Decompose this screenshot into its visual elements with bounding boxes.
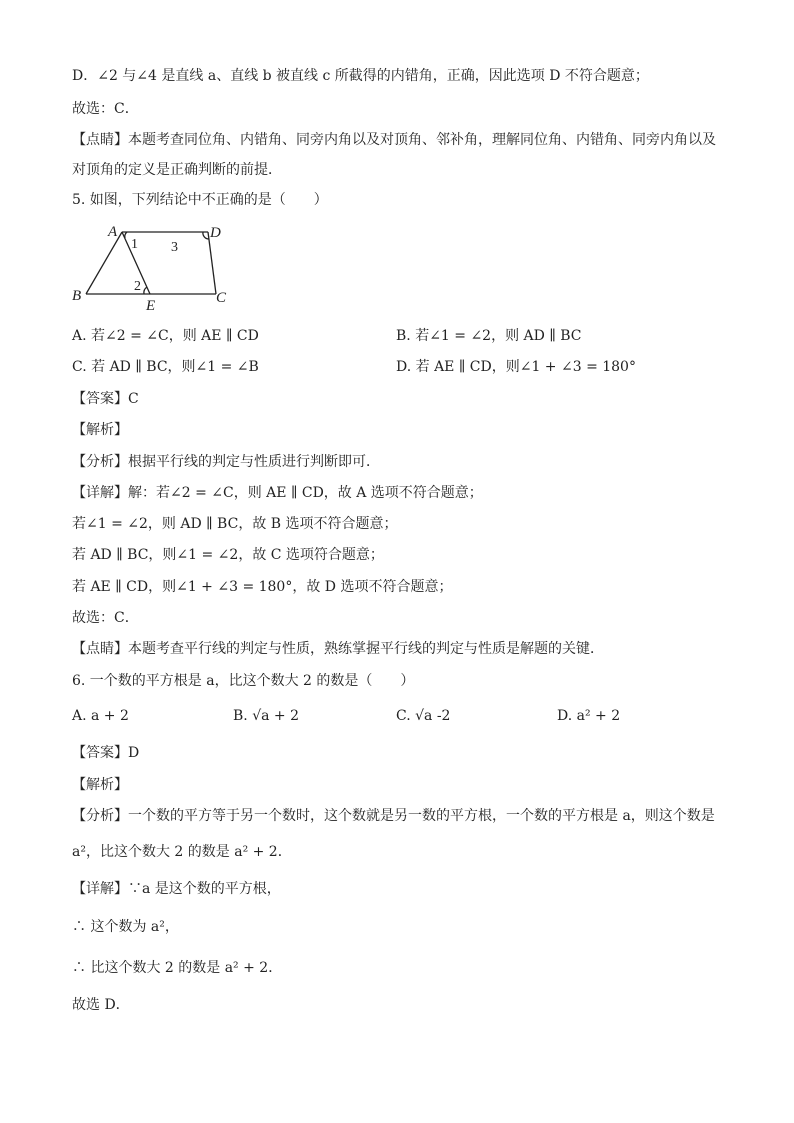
q6-option-c: C. √a -2 [396,708,451,724]
q5-option-a: A. 若∠2 = ∠C，则 AE ∥ CD [72,328,259,344]
text-line: 故选：C． [72,610,139,626]
text-line: 【分析】一个数的平方等于另一个数时，这个数就是另一数的平方根，一个数的平方根是 a，则这个数是 [72,808,715,824]
q5-option-c: C. 若 AD ∥ BC，则∠1 = ∠B [72,359,259,375]
label-e: E [146,298,156,314]
q6-answer: 【答案】D [72,745,140,761]
q6-analysis-heading: 【解析】 [72,777,128,793]
text-line: 【详解】∵a 是这个数的平方根， [72,881,281,897]
text-line: 故选：C． [72,101,139,117]
text-line: 若 AE ∥ CD，则∠1 + ∠3 = 180°，故 D 选项不符合题意； [72,579,453,595]
label-angle-2: 2 [134,279,141,294]
angle-2-arc [144,287,147,294]
text-line: ∴ 比这个数大 2 的数是 a² + 2． [72,960,283,976]
label-d: D [210,225,221,241]
text-line: 【点睛】本题考查平行线的判定与性质，熟练掌握平行线的判定与性质是解题的关键． [72,641,604,657]
q5-option-b: B. 若∠1 = ∠2，则 AD ∥ BC [396,328,582,344]
text-line: 若∠1 = ∠2，则 AD ∥ BC，故 B 选项不符合题意； [72,516,398,532]
label-c: C [216,290,227,306]
q5-option-d: D. 若 AE ∥ CD，则∠1 + ∠3 = 180° [396,359,636,375]
label-a: A [108,224,118,240]
text-line: 【详解】解：若∠2 = ∠C，则 AE ∥ CD，故 A 选项不符合题意； [72,485,483,501]
label-angle-3: 3 [171,240,178,255]
text-line: a²，比这个数大 2 的数是 a² + 2． [72,844,292,860]
geometry-figure [70,222,240,314]
angle-1-arc [125,232,127,238]
segment-dc [208,232,216,294]
question-5-stem: 5. 如图，下列结论中不正确的是（ ） [72,192,328,208]
text-line: 对顶角的定义是正确判断的前提． [72,162,282,178]
question-6-stem: 6. 一个数的平方根是 a，比这个数大 2 的数是（ ） [72,673,415,689]
text-line: 【点睛】本题考查同位角、内错角、同旁内角以及对顶角、邻补角，理解同位角、内错角、同旁内角以及 [72,132,716,148]
text-line: D．∠2 与∠4 是直线 a、直线 b 被直线 c 所截得的内错角，正确，因此选项 D 不符合题意； [72,68,649,84]
text-line: 【分析】根据平行线的判定与性质进行判断即可． [72,454,380,470]
segment-ab [86,232,122,294]
text-line: 故选 D． [72,997,130,1013]
label-angle-1: 1 [131,237,138,252]
text-line: 若 AD ∥ BC，则∠1 = ∠2，故 C 选项符合题意； [72,547,384,563]
q6-option-a: A. a + 2 [72,708,129,724]
q5-answer: 【答案】C [72,391,139,407]
q6-option-b: B. √a + 2 [233,708,299,724]
q5-analysis-heading: 【解析】 [72,422,128,438]
text-line: ∴ 这个数为 a²， [72,919,179,935]
q6-option-d: D. a² + 2 [557,708,621,724]
label-b: B [72,288,82,304]
